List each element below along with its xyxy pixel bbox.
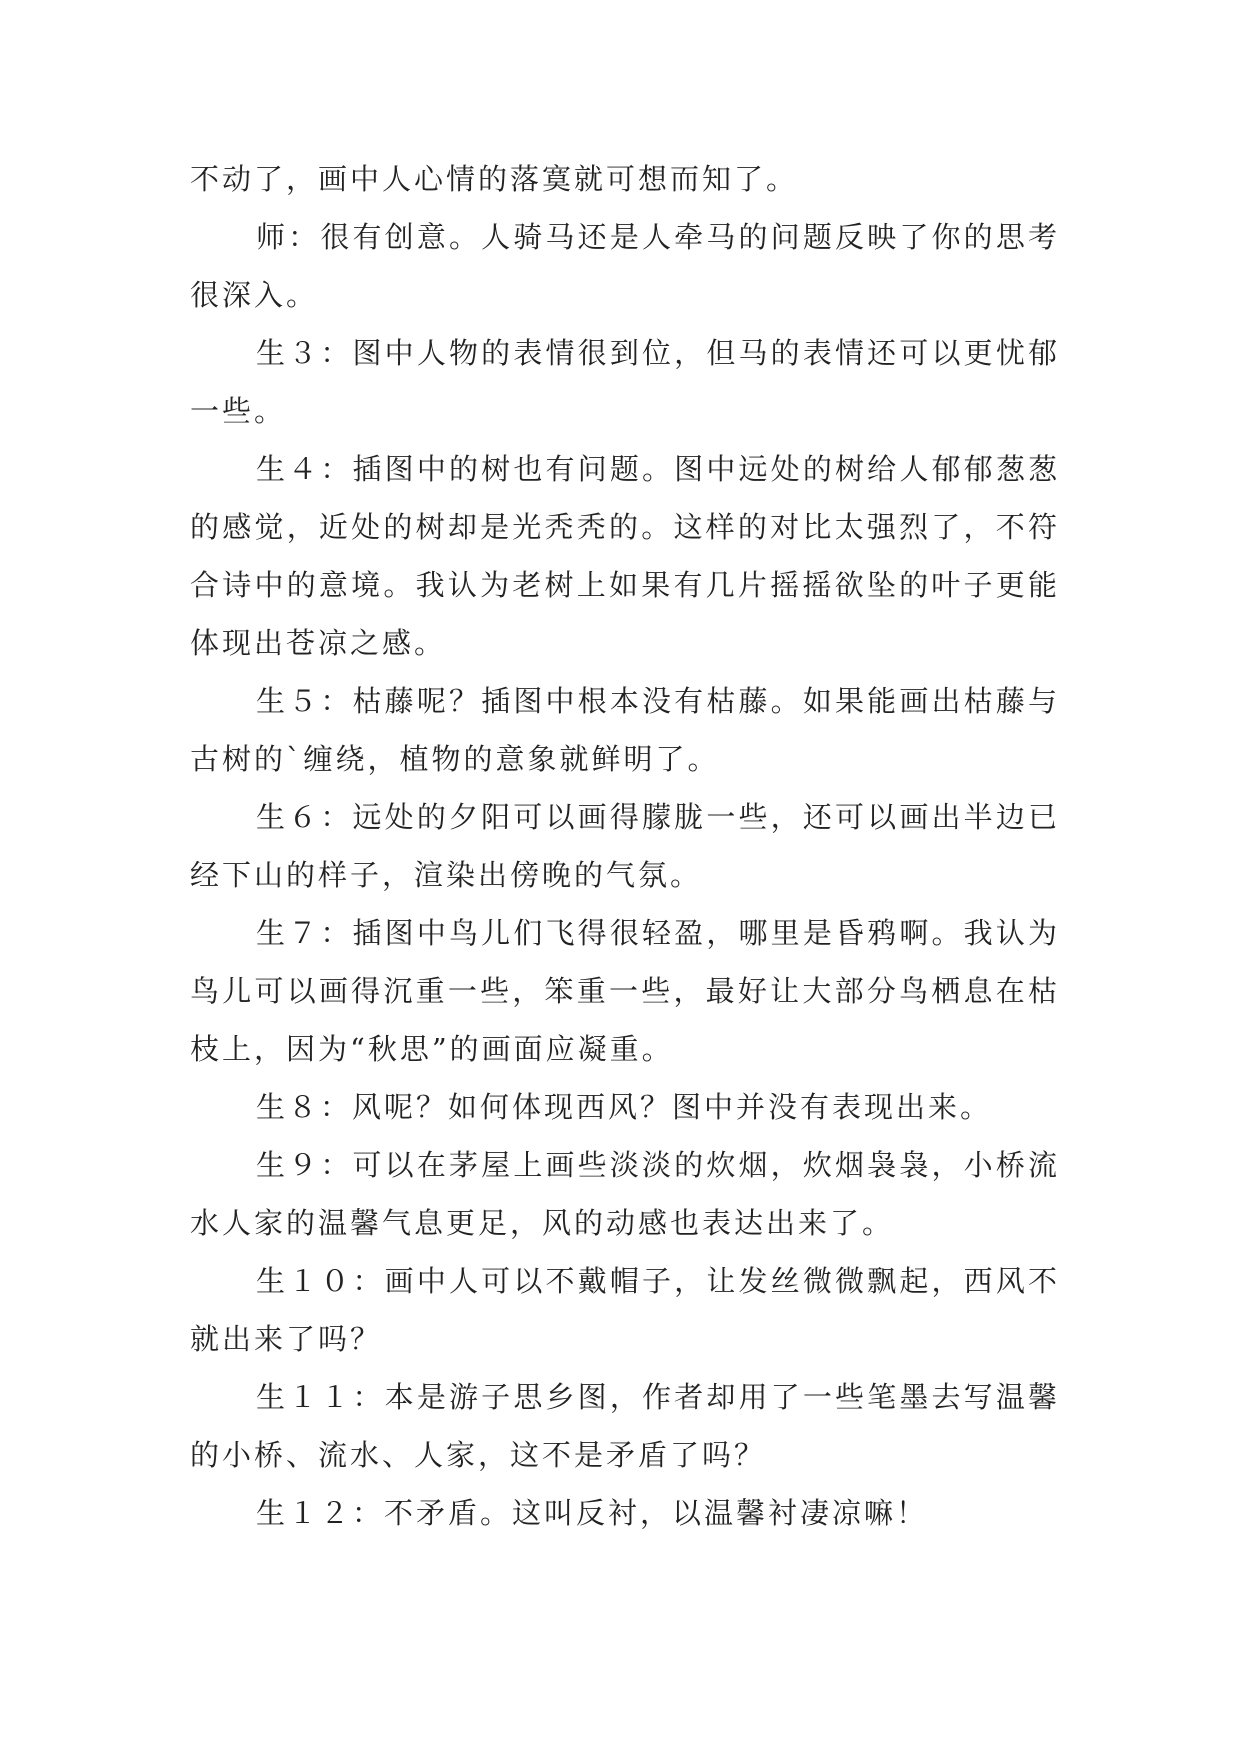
document-body	[190, 150, 1060, 1542]
paragraph-student-12: 生１２：不矛盾。这叫反衬，以温馨衬凄凉嘛！	[256, 1496, 929, 1530]
paragraph-student-9: 生９：可以在茅屋上画些淡淡的炊烟，炊烟袅袅，小桥流水人家的温馨气息更足，风的动感也表达出来了。	[190, 1148, 1060, 1240]
paragraph-student-7: 生７：插图中鸟儿们飞得很轻盈，哪里是昏鸦啊。我认为鸟儿可以画得沉重一些，笨重一些，最好让大部分鸟栖息在枯枝上，因为“秋思”的画面应凝重。	[190, 916, 1060, 1066]
paragraph-student-11: 生１１：本是游子思乡图，作者却用了一些笔墨去写温馨的小桥、流水、人家，这不是矛盾了吗？	[190, 1380, 1060, 1472]
paragraph-student-6: 生６：远处的夕阳可以画得朦胧一些，还可以画出半边已经下山的样子，渲染出傍晚的气氛。	[190, 800, 1060, 892]
paragraph-student-10: 生１０：画中人可以不戴帽子，让发丝微微飘起，西风不就出来了吗？	[190, 1264, 1060, 1356]
paragraph-student-5: 生５：枯藤呢？插图中根本没有枯藤。如果能画出枯藤与古树的`缠绕，植物的意象就鲜明了。	[190, 684, 1060, 776]
paragraph-student-8: 生８：风呢？如何体现西风？图中并没有表现出来。	[256, 1090, 993, 1124]
paragraph-student-3: 生３：图中人物的表情很到位，但马的表情还可以更忧郁一些。	[190, 336, 1060, 428]
paragraph-continuation: 不动了，画中人心情的落寞就可想而知了。	[190, 162, 799, 196]
paragraph-student-4: 生４：插图中的树也有问题。图中远处的树给人郁郁葱葱的感觉，近处的树却是光秃秃的。这样的对比太强烈了，不符合诗中的意境。我认为老树上如果有几片摇摇欲坠的叶子更能体现出苍凉之感。	[190, 452, 1060, 660]
paragraph-teacher-comment: 师：很有创意。人骑马还是人牵马的问题反映了你的思考很深入。	[190, 220, 1060, 312]
